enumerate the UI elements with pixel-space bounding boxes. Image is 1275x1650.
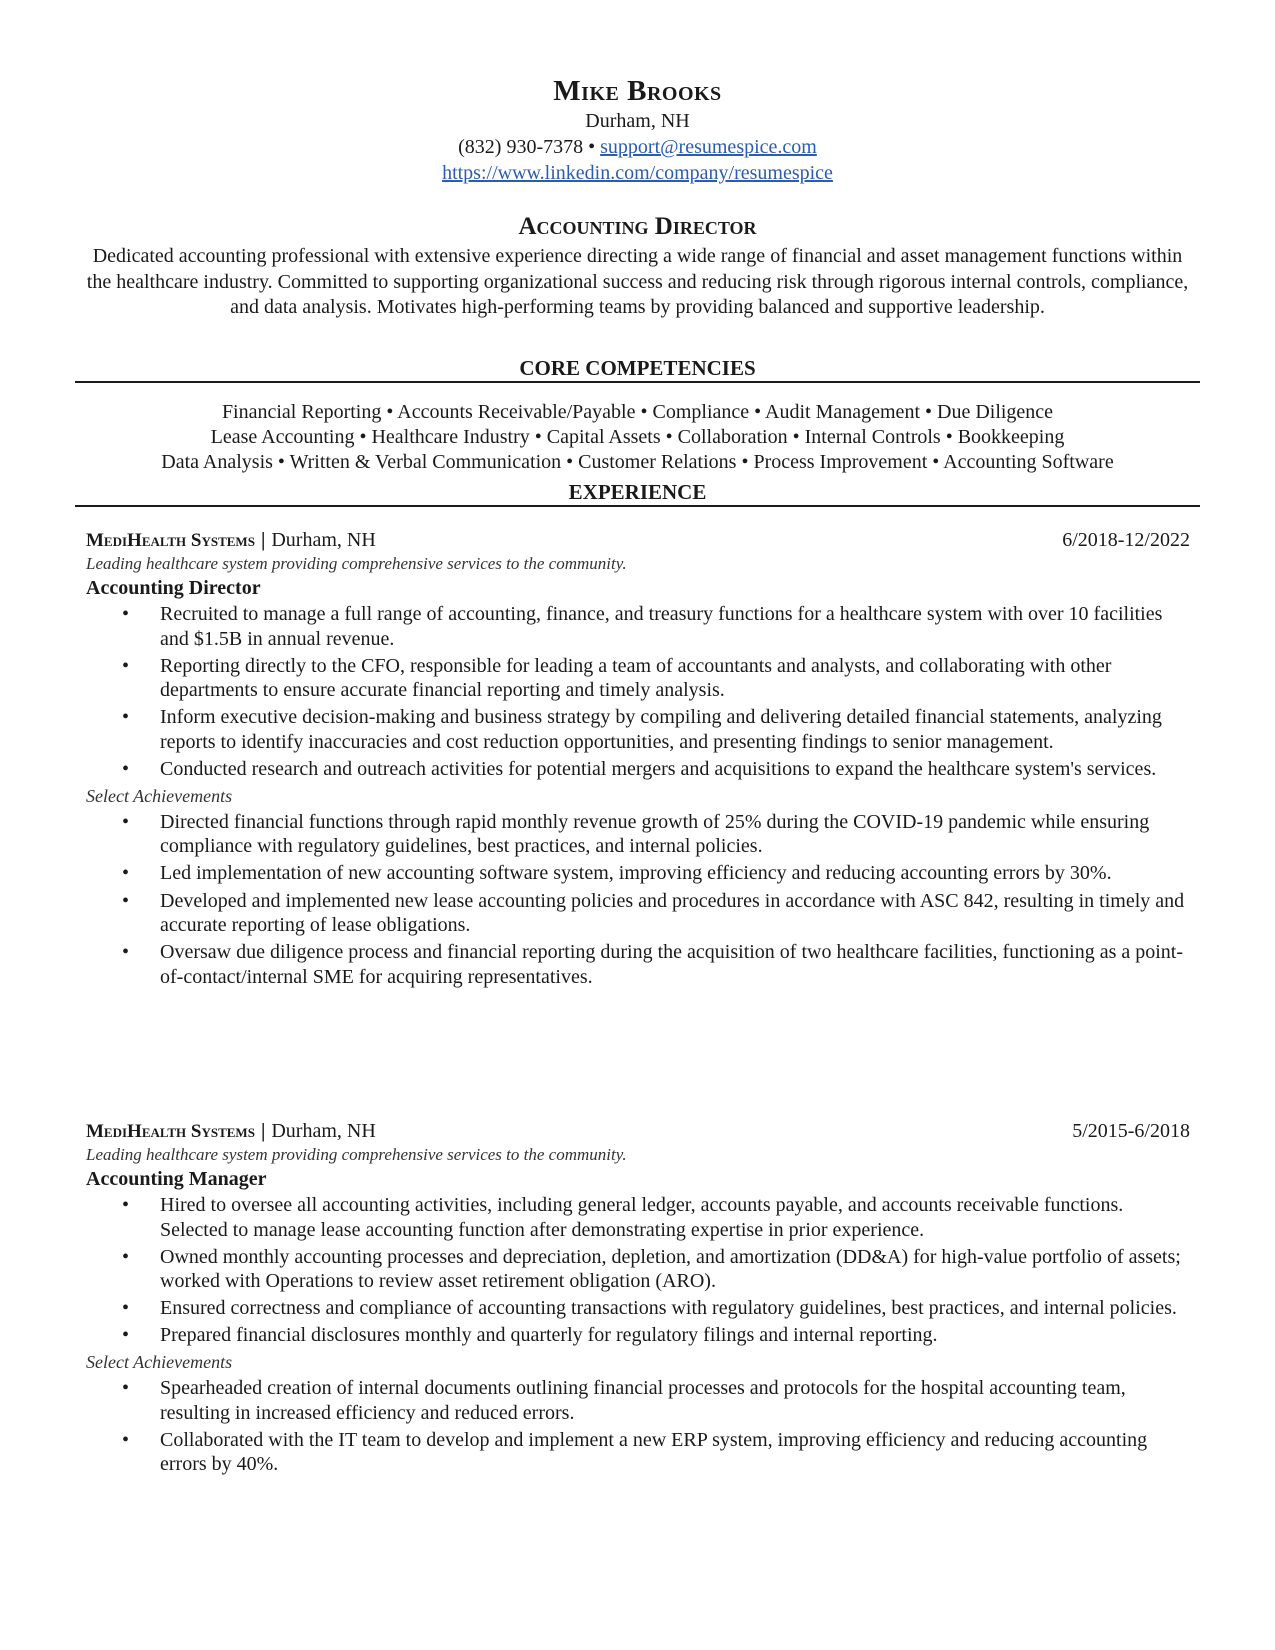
job-dates: 6/2018-12/2022 xyxy=(1062,529,1190,551)
title-block xyxy=(80,212,1195,321)
job-header xyxy=(86,1119,1190,1143)
responsibility-list xyxy=(86,602,1190,781)
job-location: Durham, NH xyxy=(271,529,376,551)
job-role: Accounting Director xyxy=(86,577,261,599)
list-item: • Oversaw due diligence process and financial reporting during the acquisition of two healthcare facilities, functioning as a point-of-contact/internal SME for acquiring representatives. xyxy=(86,940,1190,989)
linkedin-link[interactable]: https://www.linkedin.com/company/resumespice xyxy=(442,162,833,184)
competencies-line: Data Analysis • Written & Verbal Communication • Customer Relations • Process Improvement • Accounting Software xyxy=(161,451,1114,473)
list-item: • Collaborated with the IT team to develop and implement a new ERP system, improving efficiency and reducing accounting errors by 40%. xyxy=(86,1428,1190,1477)
company-tagline: Leading healthcare system providing comprehensive services to the community. xyxy=(86,554,627,573)
candidate-name: Mike Brooks xyxy=(553,75,722,107)
list-item: • Reporting directly to the CFO, responsible for leading a team of accountants and analysts, and collaborating with other departments to ensure accurate financial reporting and timely analysis. xyxy=(86,654,1190,703)
job-header xyxy=(86,528,1190,552)
company-tagline: Leading healthcare system providing comprehensive services to the community. xyxy=(86,1145,627,1164)
list-item: • Prepared financial disclosures monthly and quarterly for regulatory filings and internal reporting. xyxy=(86,1323,1190,1348)
resume-header xyxy=(0,74,1275,186)
contact-separator: • xyxy=(588,136,596,158)
job-role: Accounting Manager xyxy=(86,1168,267,1190)
competencies-heading: CORE COMPETENCIES xyxy=(75,356,1200,383)
company-name: MediHealth Systems xyxy=(86,530,255,551)
list-item: • Developed and implemented new lease accounting policies and procedures in accordance with ASC 842, resulting in timely and accurate reporting of lease obligations. xyxy=(86,889,1190,938)
list-item: • Led implementation of new accounting software system, improving efficiency and reducing accounting errors by 30%. xyxy=(86,861,1190,886)
list-item: • Ensured correctness and compliance of accounting transactions with regulatory guidelines, best practices, and internal policies. xyxy=(86,1296,1190,1321)
list-item: • Recruited to manage a full range of accounting, finance, and treasury functions for a healthcare system with over 10 facilities and $1.5B in annual revenue. xyxy=(86,602,1190,651)
competencies-line: Lease Accounting • Healthcare Industry • Capital Assets • Collaboration • Internal Controls • Bookkeeping xyxy=(210,426,1065,448)
competencies-line: Financial Reporting • Accounts Receivable/Payable • Compliance • Audit Management • Due Diligence xyxy=(221,401,1054,423)
list-item: • Owned monthly accounting processes and depreciation, depletion, and amortization (DD&A) for high-value portfolio of assets; worked with Operations to review asset retirement obligation (ARO). xyxy=(86,1245,1190,1294)
job-location: Durham, NH xyxy=(271,1120,376,1142)
contact-line xyxy=(0,134,1275,160)
linkedin-line xyxy=(0,160,1275,186)
list-item: • Conducted research and outreach activities for potential mergers and acquisitions to expand the healthcare system's services. xyxy=(86,757,1190,782)
achievement-list xyxy=(86,1376,1190,1477)
list-item: • Hired to oversee all accounting activities, including general ledger, accounts payable, and accounts receivable functions. Selected to manage lease accounting function after demonstrating expertise in prior experience. xyxy=(86,1193,1190,1242)
list-item: • Directed financial functions through rapid monthly revenue growth of 25% during the COVID-19 pandemic while ensuring compliance with regulatory guidelines, best practices, and internal policies. xyxy=(86,810,1190,859)
headline-title: Accounting Director xyxy=(518,213,757,240)
list-item: • Inform executive decision-making and business strategy by compiling and delivering detailed financial statements, analyzing reports to identify inaccuracies and cost reduction opportunities, and presenting findings to senior management. xyxy=(86,705,1190,754)
achievements-label: Select Achievements xyxy=(86,1352,233,1373)
location: Durham, NH xyxy=(585,110,690,132)
header-separator: | xyxy=(260,529,266,551)
header-separator: | xyxy=(260,1120,266,1142)
phone-number: (832) 930-7378 xyxy=(458,136,584,158)
job-entry xyxy=(86,1119,1190,1480)
achievement-list xyxy=(86,810,1190,989)
professional-summary: Dedicated accounting professional with extensive experience directing a wide range of financial and asset management functions within the healthcare industry. Committed to supporting organizational success and reducing risk through rigorous internal controls, compliance, and data analysis. Motivates high-performing teams by providing balanced and supportive leadership. xyxy=(86,245,1189,318)
email-link[interactable]: support@resumespice.com xyxy=(600,136,817,158)
company-name: MediHealth Systems xyxy=(86,1121,255,1142)
achievements-label: Select Achievements xyxy=(86,785,233,806)
list-item: • Spearheaded creation of internal documents outlining financial processes and protocols for the hospital accounting team, resulting in increased efficiency and reduced errors. xyxy=(86,1376,1190,1425)
job-entry xyxy=(86,528,1190,992)
experience-heading: EXPERIENCE xyxy=(75,480,1200,507)
job-dates: 5/2015-6/2018 xyxy=(1072,1120,1190,1142)
competencies-list xyxy=(75,400,1200,475)
responsibility-list xyxy=(86,1193,1190,1348)
